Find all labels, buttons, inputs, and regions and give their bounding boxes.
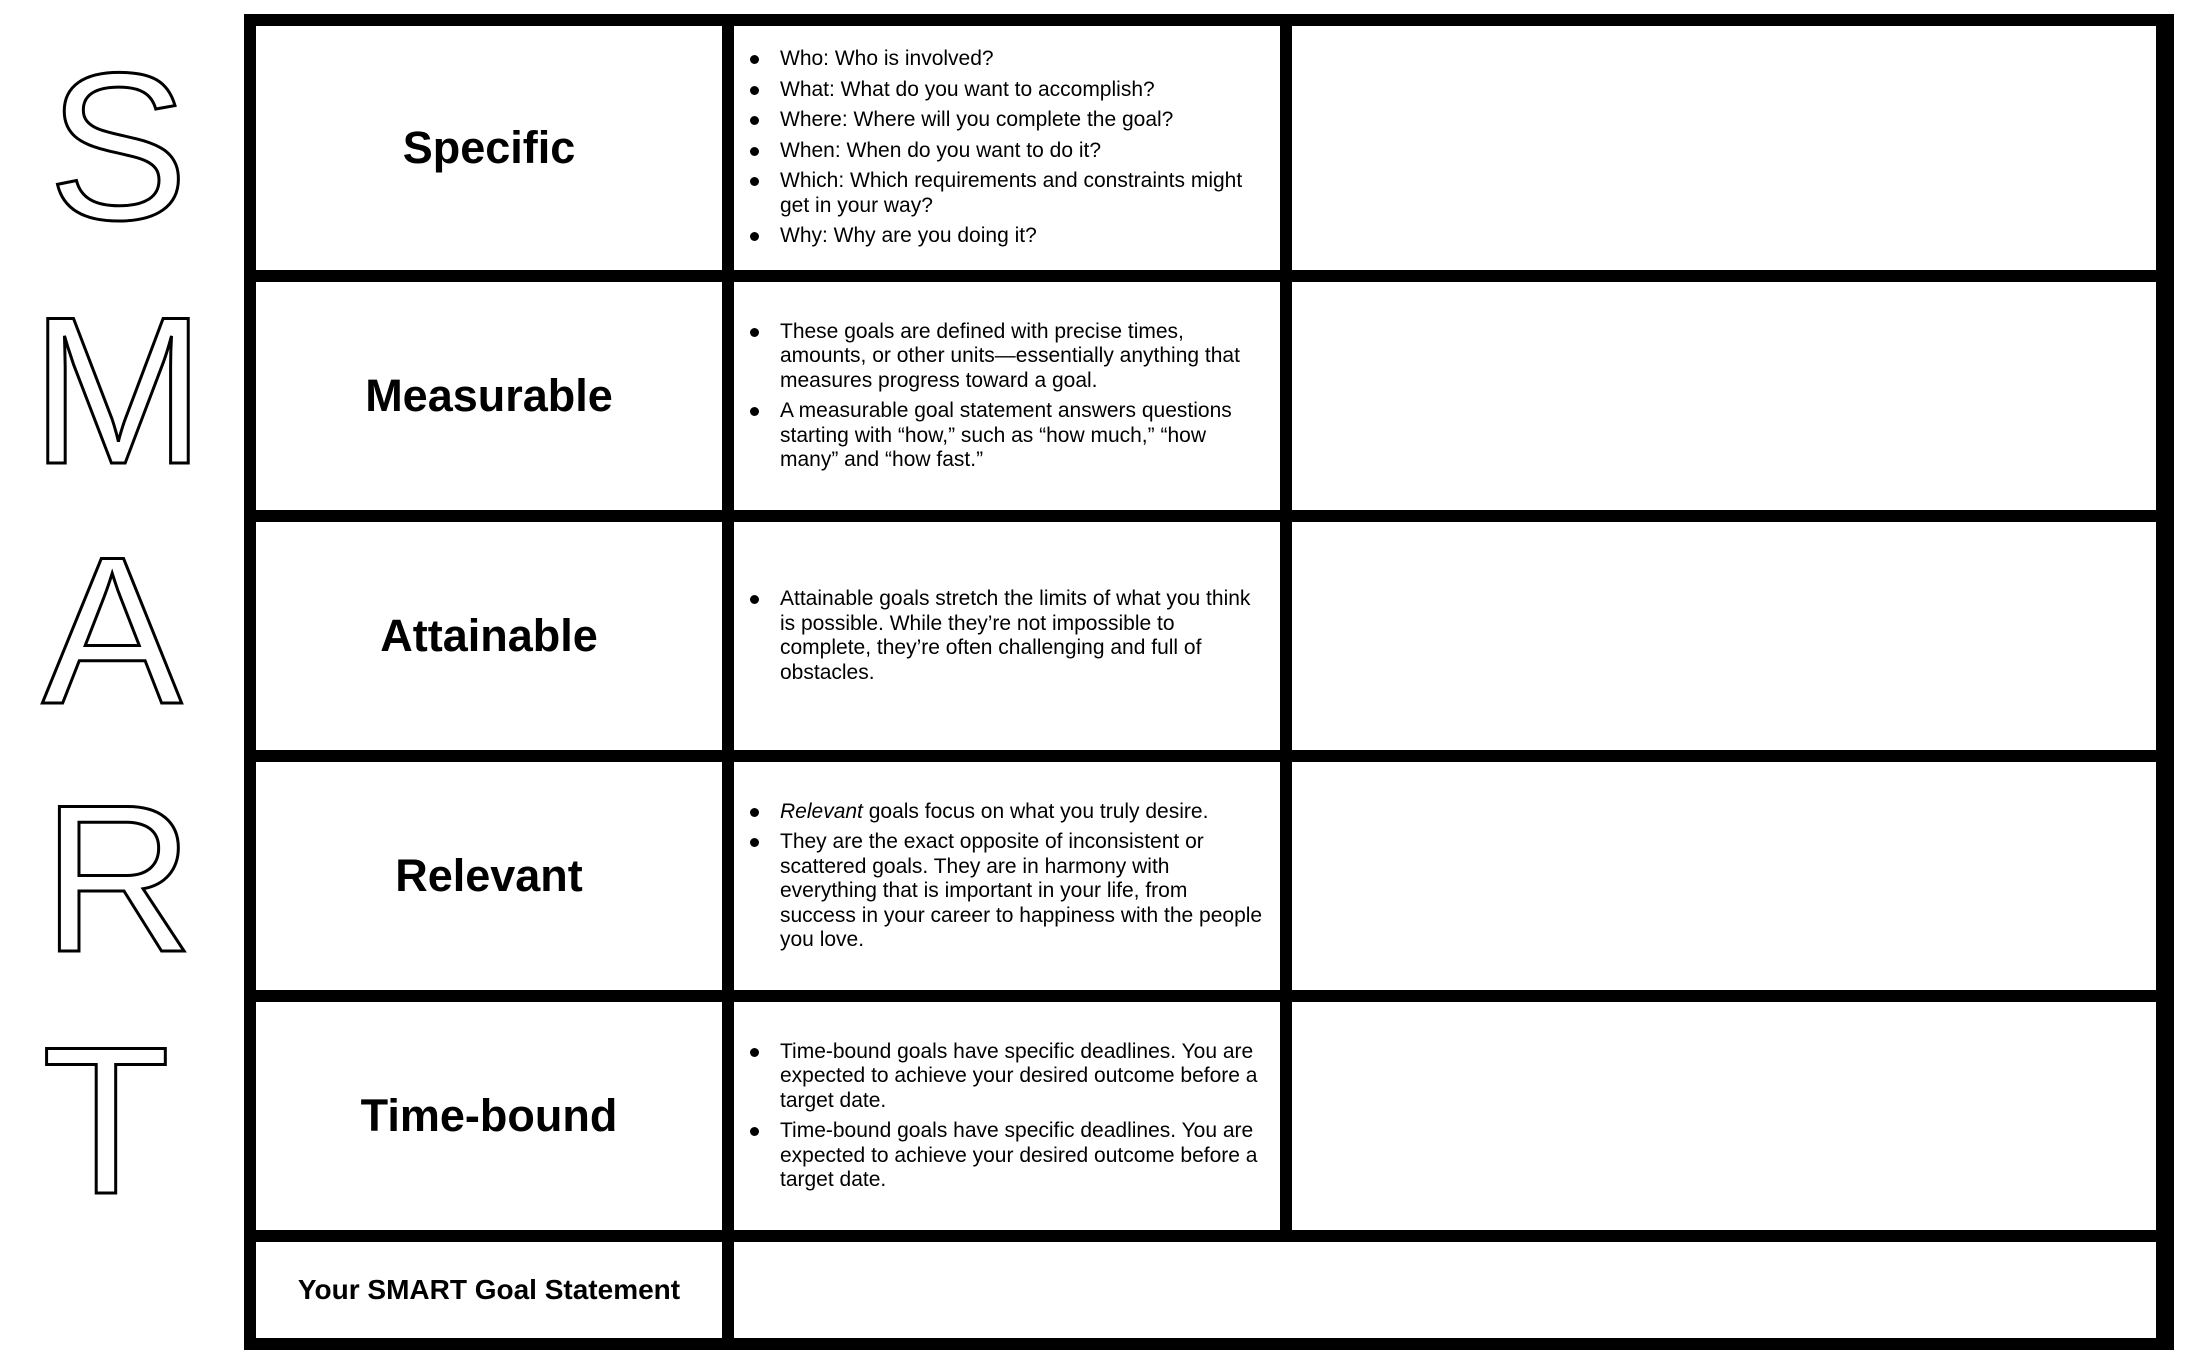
smart-acronym xyxy=(0,0,240,1364)
letter-t: T xyxy=(41,1003,171,1238)
row-description-attainable xyxy=(734,522,1280,750)
row-label: Relevant xyxy=(395,850,583,901)
bullet-item: Who: Who is involved? xyxy=(750,47,1268,72)
answer-cell-relevant[interactable] xyxy=(1292,762,2156,990)
row-label: Specific xyxy=(402,122,576,173)
bullet-item: They are the exact opposite of inconsistent or scattered goals. They are in harmony with everything that is important in your life, from success in your career to happiness with the people you love. xyxy=(750,830,1268,953)
bullet-list xyxy=(750,800,1268,953)
row-name-time-bound xyxy=(256,1002,722,1230)
bullet-item xyxy=(750,800,1268,825)
answer-cell-measurable[interactable] xyxy=(1292,282,2156,510)
row-description-specific xyxy=(734,26,1280,270)
row-label: Attainable xyxy=(380,610,598,661)
bullet-list xyxy=(750,320,1268,473)
row-name-specific xyxy=(256,26,722,270)
bullet-text: goals focus on what you truly desire. xyxy=(862,799,1209,823)
row-description-time-bound xyxy=(734,1002,1280,1230)
bullet-item: Where: Where will you complete the goal? xyxy=(750,108,1268,133)
bullet-item: Time-bound goals have specific deadlines. You are expected to achieve your desired outcome before a target date. xyxy=(750,1040,1268,1114)
bullet-item: Why: Why are you doing it? xyxy=(750,224,1268,249)
bullet-item: What: What do you want to accomplish? xyxy=(750,78,1268,103)
letter-a: A xyxy=(41,513,183,748)
row-label: Time-bound xyxy=(360,1090,618,1141)
emphasized-word: Relevant xyxy=(780,799,863,823)
answer-cell-specific[interactable] xyxy=(1292,26,2156,270)
row-label: Your SMART Goal Statement xyxy=(297,1274,681,1305)
letter-m: M xyxy=(30,273,206,508)
bullet-item: Attainable goals stretch the limits of what you think is possible. While they’re not impossible to complete, they’re often challenging and full of obstacles. xyxy=(750,587,1268,685)
answer-cell-time-bound[interactable] xyxy=(1292,1002,2156,1230)
letter-r: R xyxy=(42,761,194,996)
bullet-item: These goals are defined with precise times, amounts, or other units—essentially anything that measures progress toward a goal. xyxy=(750,320,1268,394)
row-description-measurable xyxy=(734,282,1280,510)
bullet-list xyxy=(750,47,1268,249)
smart-goal-table xyxy=(244,14,2174,1350)
bullet-list xyxy=(750,587,1268,685)
row-description-relevant xyxy=(734,762,1280,990)
letter-s: S xyxy=(47,29,189,264)
answer-cell-attainable[interactable] xyxy=(1292,522,2156,750)
row-name-measurable xyxy=(256,282,722,510)
bullet-item: A measurable goal statement answers questions starting with “how,” such as “how much,” “how many” and “how fast.” xyxy=(750,399,1268,473)
bullet-item: Which: Which requirements and constraints might get in your way? xyxy=(750,169,1268,218)
row-label: Measurable xyxy=(365,370,613,421)
bullet-item: When: When do you want to do it? xyxy=(750,139,1268,164)
bullet-list xyxy=(750,1040,1268,1193)
row-name-relevant xyxy=(256,762,722,990)
goal-statement-field[interactable] xyxy=(734,1242,2156,1338)
goal-statement-label xyxy=(256,1242,722,1338)
bullet-item: Time-bound goals have specific deadlines. You are expected to achieve your desired outcome before a target date. xyxy=(750,1119,1268,1193)
row-name-attainable xyxy=(256,522,722,750)
